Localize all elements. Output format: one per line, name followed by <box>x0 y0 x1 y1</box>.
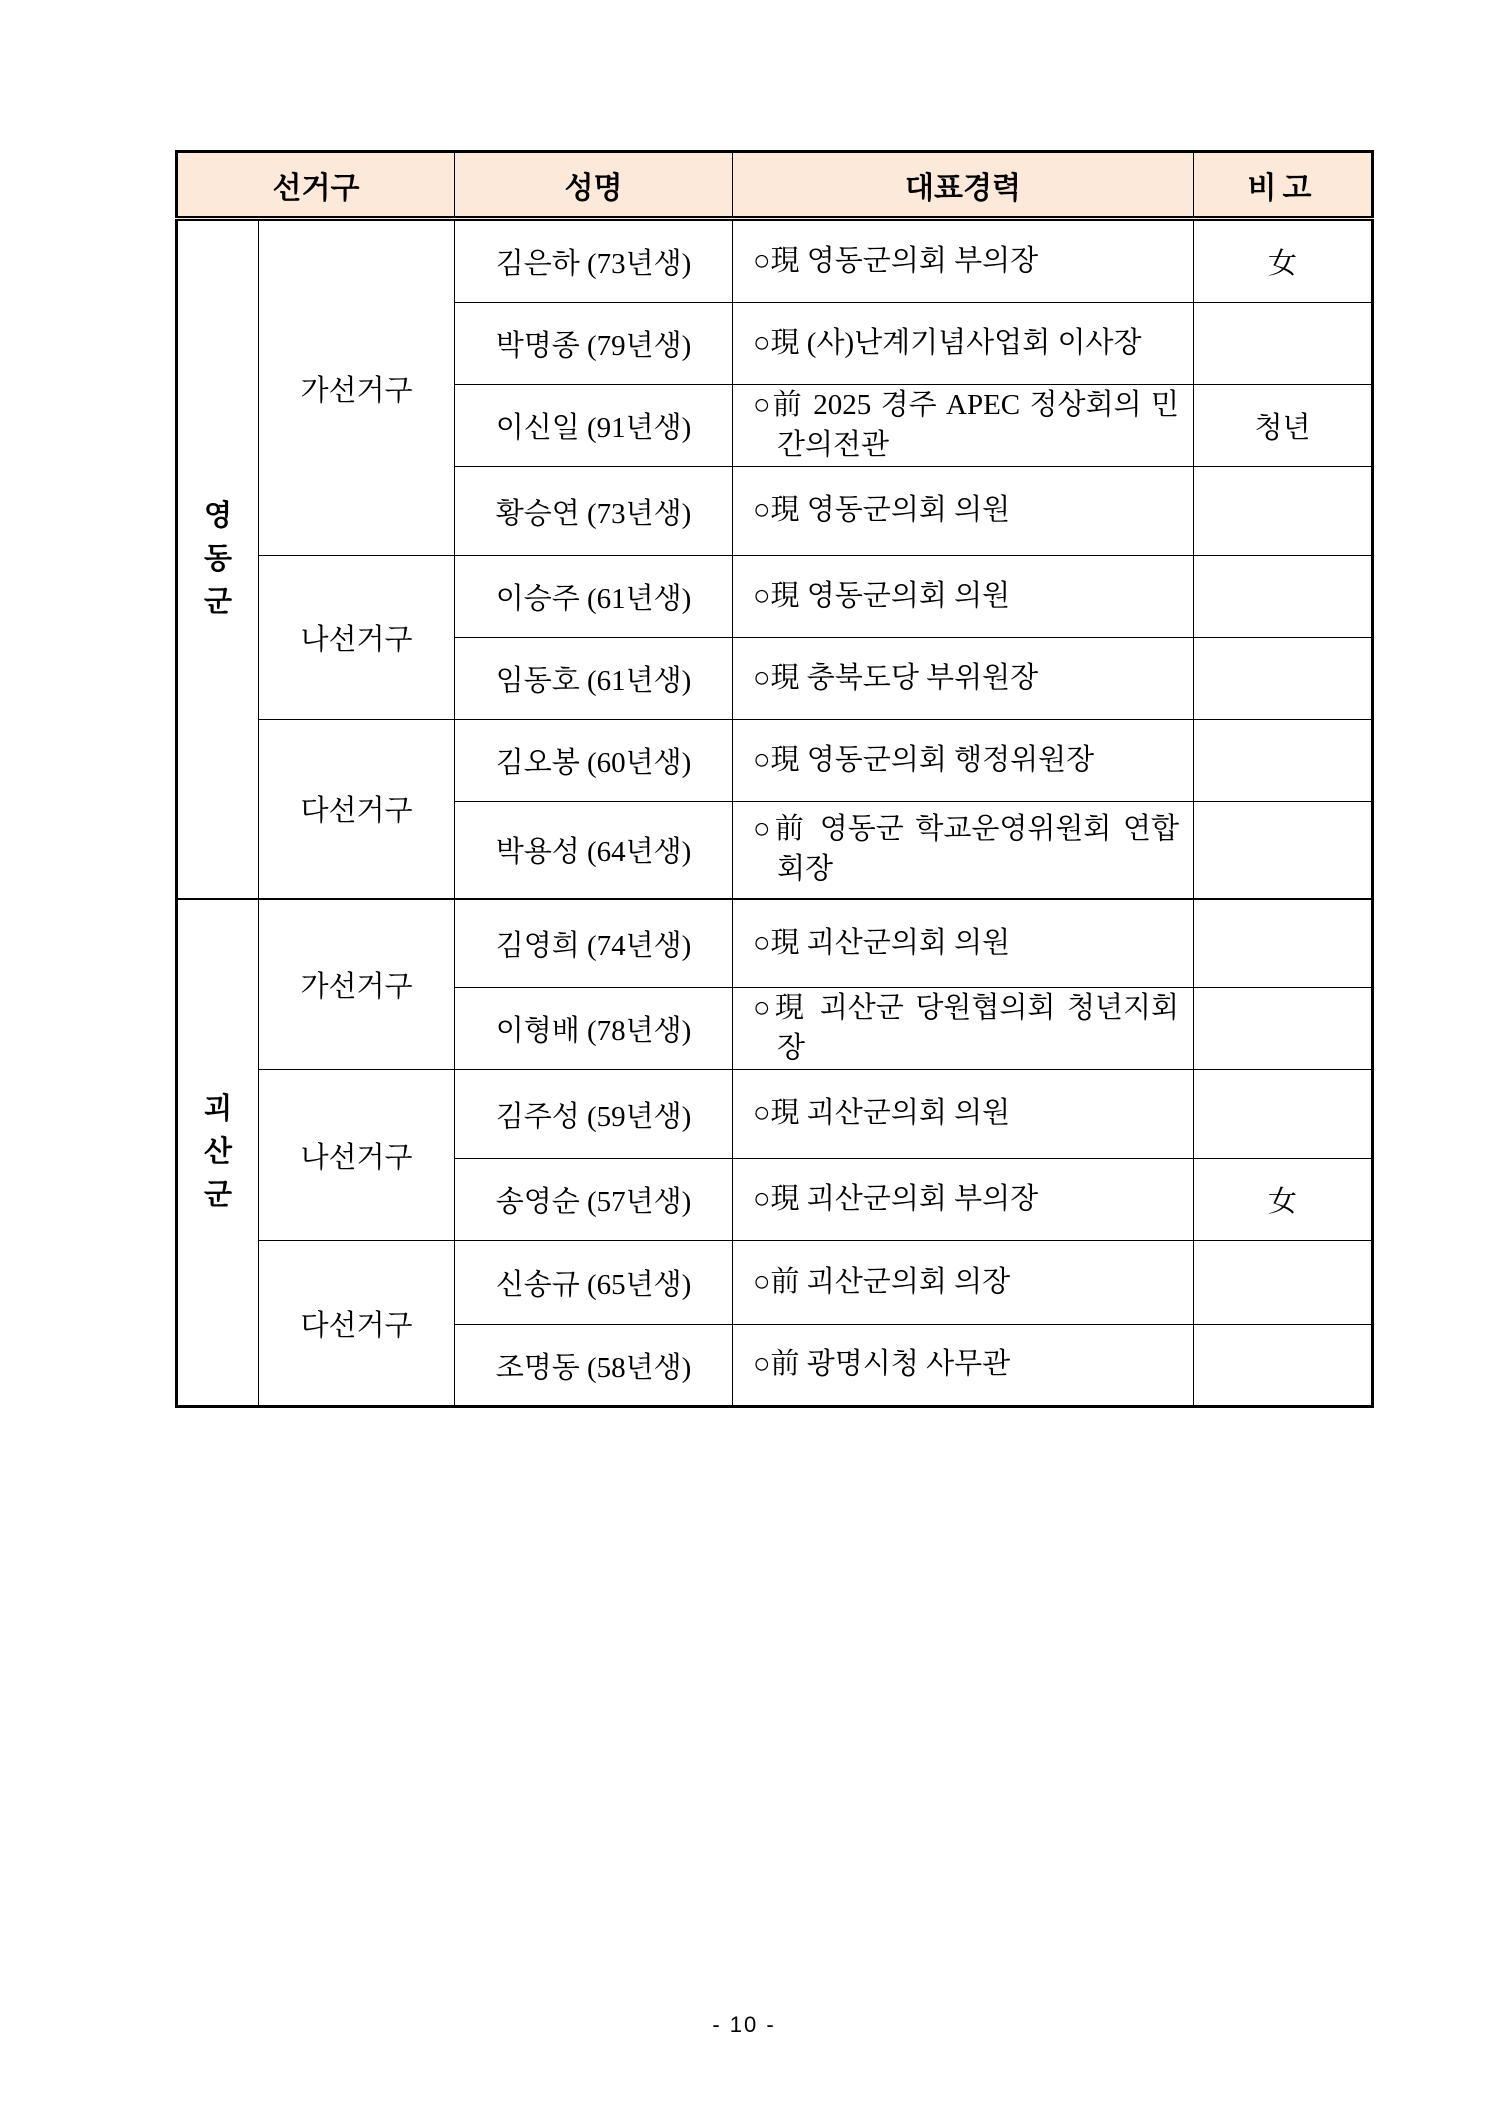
candidate-name: 신송규 (65년생) <box>455 1241 733 1325</box>
candidate-row <box>177 1241 1373 1325</box>
district-cell: 다선거구 <box>259 720 455 899</box>
candidate-name: 김주성 (59년생) <box>455 1070 733 1159</box>
candidate-career: ○現 괴산군의회 의원 <box>733 899 1194 988</box>
candidate-row <box>177 1070 1373 1159</box>
district-cell: 나선거구 <box>259 1070 455 1241</box>
candidate-note <box>1194 1241 1373 1325</box>
candidate-name: 임동호 (61년생) <box>455 638 733 720</box>
candidate-row <box>177 219 1373 303</box>
candidate-note: 청년 <box>1194 385 1373 467</box>
candidate-career: ○前 광명시청 사무관 <box>733 1325 1194 1407</box>
candidate-note <box>1194 556 1373 638</box>
candidate-career: ○現 영동군의회 부의장 <box>733 219 1194 303</box>
district-cell: 다선거구 <box>259 1241 455 1407</box>
district-cell: 나선거구 <box>259 556 455 720</box>
candidate-row <box>177 556 1373 638</box>
header-name: 성명 <box>455 152 733 219</box>
county-name: 영동군 <box>203 499 232 618</box>
county-name: 괴산군 <box>203 1092 232 1211</box>
candidate-career: ○現 괴산군의회 부의장 <box>733 1159 1194 1241</box>
header-career: 대표경력 <box>733 152 1194 219</box>
county-cell <box>177 219 259 899</box>
candidate-note <box>1194 303 1373 385</box>
candidate-note <box>1194 1325 1373 1407</box>
candidate-career: ○前 영동군 학교운영위원회 연합회장 <box>733 802 1194 899</box>
candidate-name: 이신일 (91년생) <box>455 385 733 467</box>
candidate-note <box>1194 720 1373 802</box>
candidate-career: ○現 영동군의회 의원 <box>733 467 1194 556</box>
candidate-note <box>1194 467 1373 556</box>
candidate-name: 김은하 (73년생) <box>455 219 733 303</box>
candidate-name: 이승주 (61년생) <box>455 556 733 638</box>
candidate-note <box>1194 988 1373 1070</box>
candidate-career: ○前 괴산군의회 의장 <box>733 1241 1194 1325</box>
candidate-career: ○現 괴산군 당원협의회 청년지회장 <box>733 988 1194 1070</box>
candidate-name: 조명동 (58년생) <box>455 1325 733 1407</box>
candidate-name: 김오봉 (60년생) <box>455 720 733 802</box>
candidate-note <box>1194 1070 1373 1159</box>
candidate-career: ○現 충북도당 부위원장 <box>733 638 1194 720</box>
candidate-note: 女 <box>1194 1159 1373 1241</box>
header-row <box>177 152 1373 219</box>
candidate-name: 김영희 (74년생) <box>455 899 733 988</box>
candidate-note <box>1194 899 1373 988</box>
candidate-table <box>175 150 1374 1408</box>
candidate-name: 이형배 (78년생) <box>455 988 733 1070</box>
candidate-row <box>177 899 1373 988</box>
candidate-name: 송영순 (57년생) <box>455 1159 733 1241</box>
candidate-career: ○現 (사)난계기념사업회 이사장 <box>733 303 1194 385</box>
candidate-career: ○現 영동군의회 의원 <box>733 556 1194 638</box>
candidate-career: ○前 2025 경주 APEC 정상회의 민간의전관 <box>733 385 1194 467</box>
candidate-row <box>177 720 1373 802</box>
header-note: 비고 <box>1194 152 1373 219</box>
candidate-name: 박명종 (79년생) <box>455 303 733 385</box>
candidate-note <box>1194 802 1373 899</box>
page-number: - 10 - <box>712 2012 776 2037</box>
district-cell: 가선거구 <box>259 899 455 1070</box>
district-cell: 가선거구 <box>259 219 455 556</box>
candidate-career: ○現 괴산군의회 의원 <box>733 1070 1194 1159</box>
candidate-career: ○現 영동군의회 행정위원장 <box>733 720 1194 802</box>
candidate-note: 女 <box>1194 219 1373 303</box>
candidate-name: 황승연 (73년생) <box>455 467 733 556</box>
header-district: 선거구 <box>177 152 455 219</box>
candidate-name: 박용성 (64년생) <box>455 802 733 899</box>
candidate-note <box>1194 638 1373 720</box>
county-cell <box>177 899 259 1407</box>
